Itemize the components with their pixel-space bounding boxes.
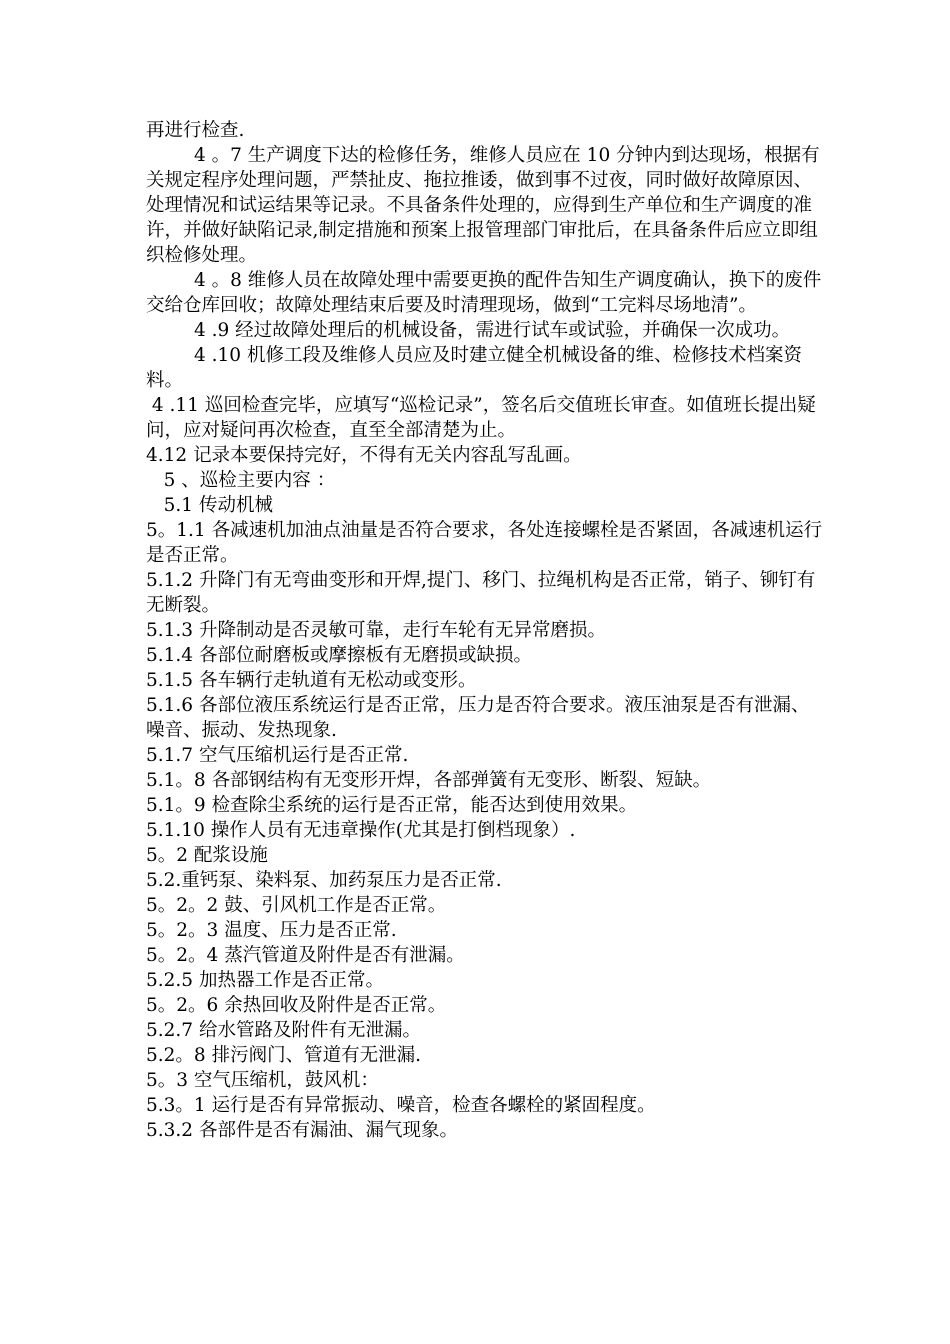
paragraph: 5.3.2 各部件是否有漏油、漏气现象。 [146,1120,458,1141]
paragraph: 5.1.10 操作人员有无违章操作(尤其是打倒档现象）. [146,820,576,841]
paragraph: 5。2。3 温度、压力是否正常. [146,920,397,941]
paragraph: 5.2.重钙泵、染料泵、加药泵压力是否正常. [146,870,502,891]
paragraph: 5.1.3 升降制动是否灵敏可靠，走行车轮有无异常磨损。 [146,620,606,641]
subsection-heading: 5.1 传动机械 [146,495,273,516]
paragraph: 5。1.1 各减速机加油点油量是否符合要求，各处连接螺栓是否紧固，各减速机运行是否正常。 [146,520,823,566]
paragraph: 5.1。9 检查除尘系统的运行是否正常，能否达到使用效果。 [146,795,638,816]
paragraph: 4 。8 维修人员在故障处理中需要更换的配件告知生产调度确认，换下的废件交给仓库回收；故障处理结束后要及时清理现场，做到“工完料尽场地清”。 [146,270,822,316]
paragraph: 5.1.7 空气压缩机运行是否正常. [146,745,409,766]
paragraph: 4.12 记录本要保持完好，不得有无关内容乱写乱画。 [146,445,582,466]
document-body [146,118,826,1143]
paragraph: 4 .11 巡回检查完毕，应填写“巡检记录”，签名后交值班长审查。如值班长提出疑问，应对疑问再次检查，直至全部清楚为止。 [146,395,816,441]
paragraph: 5.1。8 各部钢结构有无变形开焊，各部弹簧有无变形、断裂、短缺。 [146,770,712,791]
section-heading: 5 、巡检主要内容 ： [146,470,336,491]
paragraph: 5。2。6 余热回收及附件是否正常。 [146,995,447,1016]
paragraph: 4 。7 生产调度下达的检修任务，维修人员应在 10 分钟内到达现场，根据有关规定程序处理问题，严禁扯皮、拖拉推诿，做到事不过夜，同时做好故障原因、处理情况和试运结果等记录。不具备条件处理的，应得到生产单位和生产调度的准许，并做好缺陷记录,制定措施和预案上报管理部门审批后，在具备条件后应立即组织检修处理。 [146,145,820,266]
paragraph: 5.3。1 运行是否有异常振动、噪音，检查各螺栓的紧固程度。 [146,1095,656,1116]
paragraph: 再进行检查. [146,120,245,141]
paragraph: 4 .9 经过故障处理后的机械设备，需进行试车或试验，并确保一次成功。 [194,320,791,341]
subsection-heading: 5。3 空气压缩机，鼓风机： [146,1070,379,1091]
paragraph: 4 .10 机修工段及维修人员应及时建立健全机械设备的维、检修技术档案资料。 [146,345,802,391]
paragraph: 5。2。2 鼓、引风机工作是否正常。 [146,895,447,916]
paragraph: 5.1.6 各部位液压系统运行是否正常，压力是否符合要求。液压油泵是否有泄漏、噪音、振动、发热现象. [146,695,810,741]
paragraph: 5.1.4 各部位耐磨板或摩擦板有无磨损或缺损。 [146,645,532,666]
paragraph: 5.2.5 加热器工作是否正常。 [146,970,384,991]
subsection-heading: 5。2 配浆设施 [146,845,268,866]
paragraph: 5.1.2 升降门有无弯曲变形和开焊,提门、移门、拉绳机构是否正常，销子、铆钉有无断裂。 [146,570,816,616]
paragraph: 5.1.5 各车辆行走轨道有无松动或变形。 [146,670,477,691]
paragraph: 5.2。8 排污阀门、管道有无泄漏. [146,1045,421,1066]
paragraph: 5.2.7 给水管路及附件有无泄漏。 [146,1020,421,1041]
paragraph: 5。2。4 蒸汽管道及附件是否有泄漏。 [146,945,465,966]
